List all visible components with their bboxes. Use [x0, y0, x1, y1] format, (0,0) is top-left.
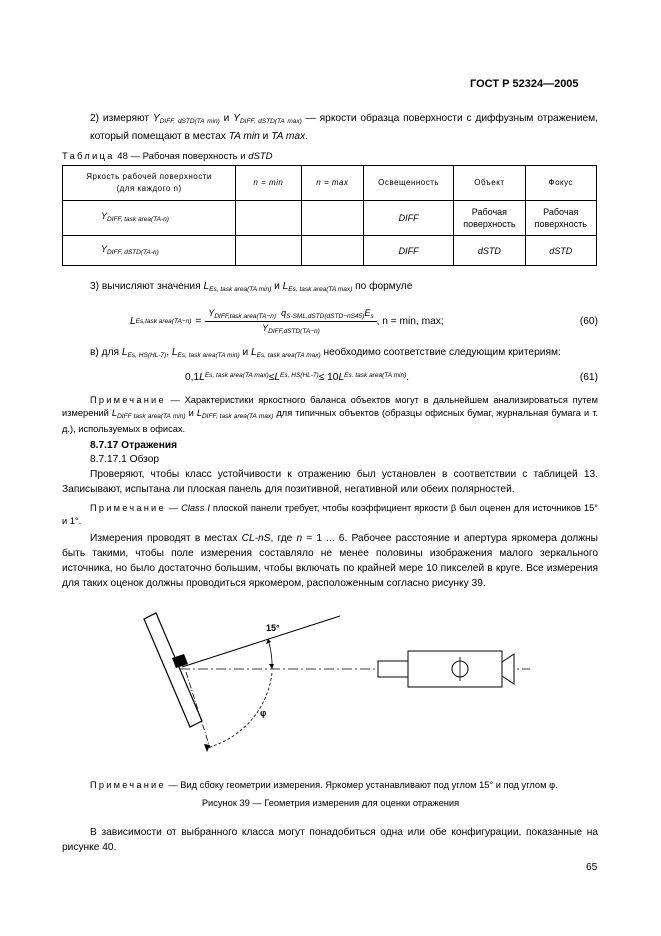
paragraph-item-3: 3) вычисляют значения $L_{Es, task area(TA min)}$ и $L_{Es, task area(TA max)}$ по формуле	[90, 281, 413, 293]
figure-caption: Рисунок 39 — Геометрия измерения для оценки отражения	[201, 798, 460, 808]
note-class-i: Примечание — Class I плоской панели требует, чтобы коэффициент яркости β был оценен для источников 15° и 1°.	[62, 503, 598, 526]
page-number: 65	[586, 862, 598, 873]
equation-61-number: (61)	[579, 372, 598, 383]
paragraph-item-2: 2) измеряют $Y_{DIFF, dSTD(TA min)}$ и $Y_{DIFF, dSTD(TA max)}$ — яркости образца поверхности с диффузным отражением, который помещают в местах TA min и TA max.	[90, 113, 598, 142]
label-15-degree: 15°	[266, 623, 280, 633]
equation-60: L Es,task area(TA−n) = $\frac{Y_{DIFF,task area(TA-n)} q_{S-SML,dSTD(dSTD-nS45)}E_s}{Y_{DIFF,dSTD(TA-n)}}$ , n = min, max; (60)	[130, 307, 598, 335]
equation-61: 0,1 L Es, task area(TA max) ≤ L Es, HS(HL-7) ≤ 10 L Es. task area(TA min) . (61)	[185, 372, 598, 383]
paragraph-measurement: Измерения проводят в местах CL-nS, где n = 1 ... 6. Рабочее расстояние и апертура яркомера должны быть такими, чтобы поле измерения составляло не менее половины изображения малого зеркального источника, но было достаточно большим, чтобы включать по крайней мере 10 пикселей в круге. Все измерения для таких оценок должны проводиться яркомером, расположенным согласно рисунку 39.	[62, 533, 598, 589]
header-n-max: n = max	[301, 166, 363, 201]
cell-illuminance: DIFF	[364, 201, 454, 236]
table-header-row	[63, 166, 597, 201]
header-focus: Фокус	[525, 166, 596, 201]
cell-n-max	[301, 201, 363, 236]
cell-n-max	[301, 236, 363, 266]
document-header: ГОСТ Р 52324—2005	[470, 78, 579, 90]
header-object: Объект	[454, 166, 525, 201]
table-row	[63, 201, 597, 236]
equation-60-number: (60)	[579, 315, 598, 327]
paragraph-review: Проверяют, чтобы класс устойчивости к отражению был установлен в соответствии с таблицей 13. Записывают, испытана ли плоская панель для позитивной, негативной или обеих полярностей.	[62, 469, 598, 495]
label-phi: φ	[260, 708, 267, 718]
cell-n-min	[236, 201, 302, 236]
table-row	[63, 236, 597, 266]
cell-luminance: $Y_{DIFF, dSTD(TA-n)}$	[63, 236, 236, 266]
header-illuminance: Освещенность	[364, 166, 454, 201]
display-panel	[144, 613, 202, 727]
subsection-heading: 8.7.17.1 Обзор	[90, 454, 160, 465]
cell-n-min	[236, 236, 302, 266]
note-luminance-balance: Примечание — Характеристики яркостного баланса объектов могут в дальнейшем анализироваться путем измерений $L_{DIFF task area(TA min)}$ и $L_{DIFF, task area(TA max)}$ для типичных объектов (образцы офисных бумаг, журнальная бумага и т. д.), используемых в офисах.	[62, 395, 599, 434]
paragraph-final: В зависимости от выбранного класса могут понадобиться одна или обе конфигурации, показанные на рисунке 40.	[62, 827, 598, 853]
cell-illuminance: DIFF	[364, 236, 454, 266]
table-caption: Таблица 48 — Рабочая поверхность и dSTD	[62, 151, 273, 162]
luminance-meter	[378, 651, 514, 687]
cell-object: dSTD	[454, 236, 525, 266]
paragraph-item-v: в) для $L_{Es, HS(HL-7)}$, $L_{Es, task area(TA min)}$ и $L_{Es, task area(TA max)}$ необходимо соответствие следующим критериям:	[90, 347, 561, 359]
figure-39-measurement-geometry	[120, 600, 530, 770]
cell-focus: Рабочая поверхность	[525, 201, 596, 236]
figure-note: Примечание — Вид сбоку геометрии измерения. Яркомер устанавливают под углом 15° и под углом φ.	[90, 780, 558, 790]
cell-focus: dSTD	[525, 236, 596, 266]
section-heading: 8.7.17 Отражения	[90, 440, 178, 451]
table-48	[62, 165, 597, 266]
equation-60-fraction: $\frac{Y_{DIFF,task area(TA-n)} q_{S-SML,dSTD(dSTD-nS45)}E_s}{Y_{DIFF,dSTD(TA-n)}}$	[205, 308, 376, 335]
cell-luminance: $Y_{DIFF, task area(TA-n)}$	[63, 201, 236, 236]
ray-15-degree	[182, 616, 340, 667]
cell-object: Рабочая поверхность	[454, 201, 525, 236]
header-luminance: Яркость рабочей поверхности (для каждого n)	[63, 166, 236, 201]
header-n-min: n = min	[236, 166, 302, 201]
